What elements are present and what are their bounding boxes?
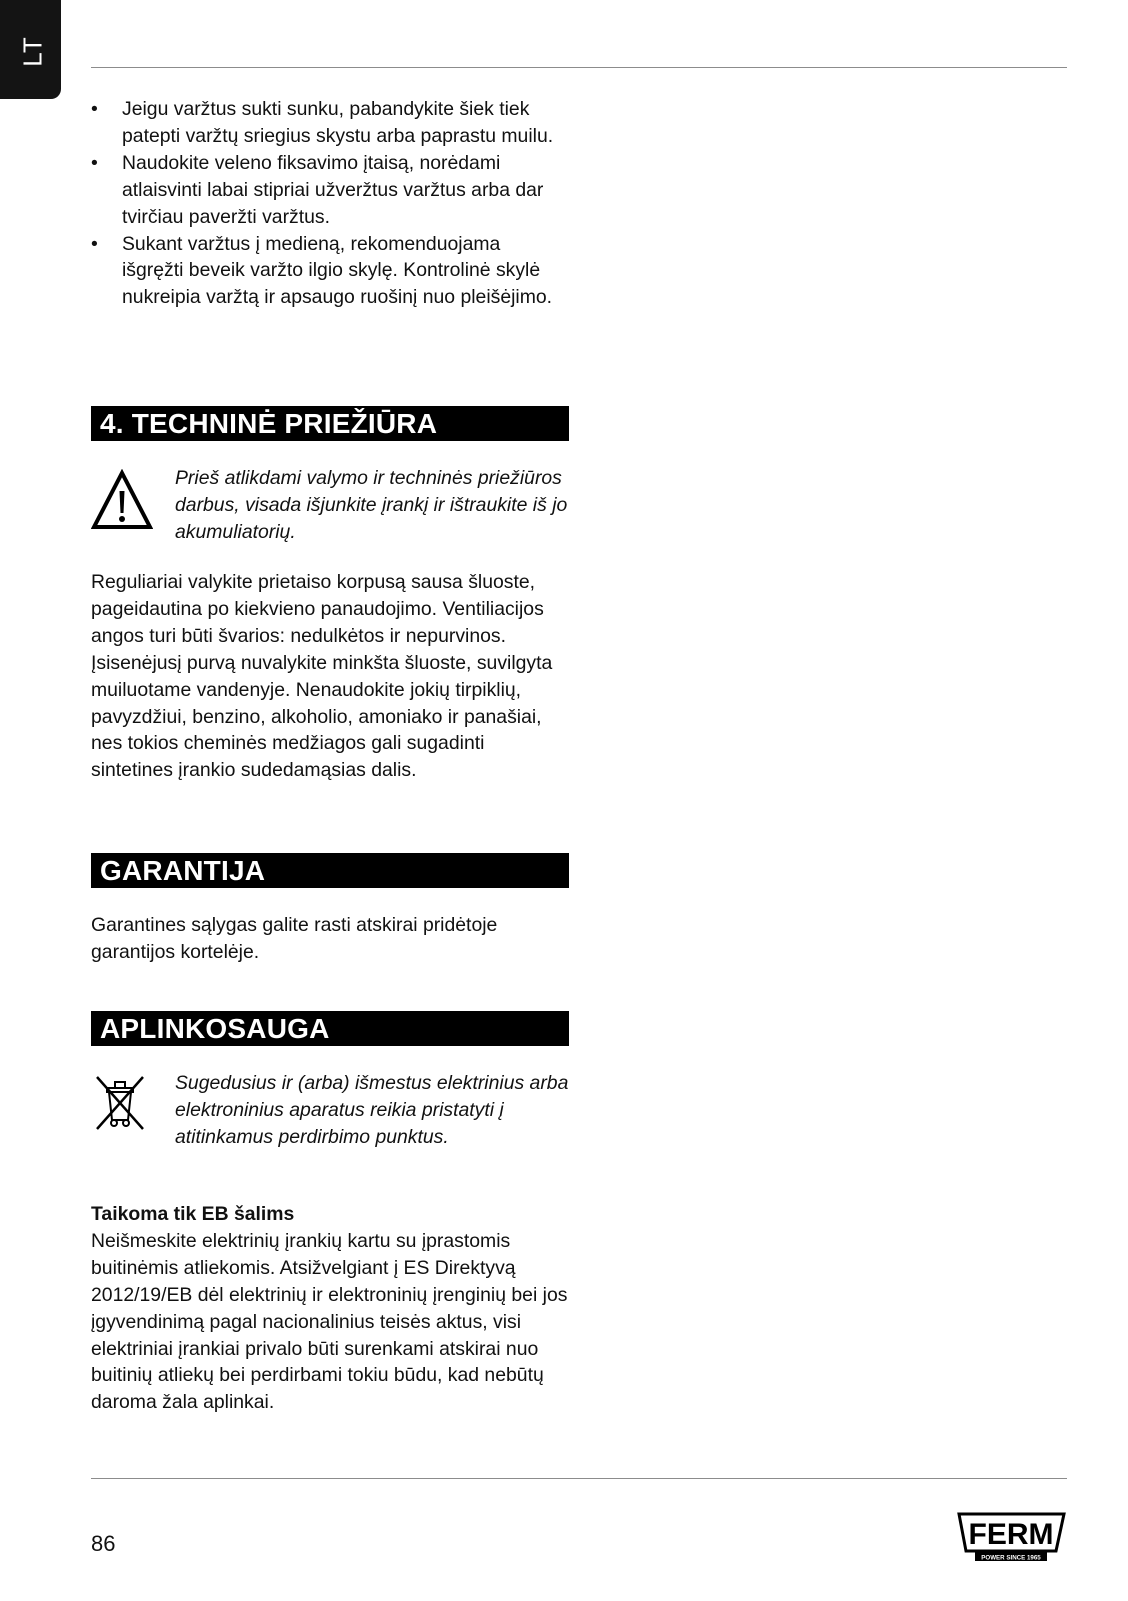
section-heading-warranty: GARANTIJA — [91, 853, 569, 888]
language-tab-label: LT — [17, 36, 48, 67]
tips-list-container — [91, 96, 561, 311]
maintenance-paragraph: Reguliariai valykite prietaiso korpusą sausa šluoste, pageidautina po kiekvieno panaudojimo. Ventiliacijos angos turi būti švarios: nedulkėtos ir nepurvinos. Įsisenėjusį purvą nuvalykite minkšta šluoste, suvilgyta muiluotame vandenyje. Nenaudokite jokių tirpiklių, pavyzdžiui, benzino, alkoholio, amoniako ir panašiai, nes tokios cheminės medžiagos gali sugadinti sintetines įrankio sudedamąsias dalis. — [91, 571, 553, 782]
maintenance-body — [91, 569, 561, 784]
warning-triangle-icon — [91, 469, 153, 531]
page-number: 86 — [91, 1531, 116, 1556]
crossed-out-bin-icon — [93, 1074, 147, 1132]
footer-divider — [91, 1478, 1067, 1479]
environment-note: Sugedusius ir (arba) išmestus elektrinius arba elektroninius aparatus reikia pristatyti į atitinkamus perdirbimo punktus. — [175, 1072, 569, 1148]
section-heading-maintenance: 4. TECHNINĖ PRIEŽIŪRA — [91, 406, 569, 441]
ferm-logo — [955, 1511, 1068, 1563]
environment-body — [91, 1201, 591, 1416]
warranty-body — [91, 912, 551, 966]
list-item: • Jeigu varžtus sukti sunku, pabandykite šiek tiek patepti varžtų sriegius skystu arba paprastu muilu. — [91, 96, 561, 150]
section-heading-environment: APLINKOSAUGA — [91, 1011, 569, 1046]
tips-list — [91, 96, 561, 311]
maintenance-warning-text: Prieš atlikdami valymo ir techninės priežiūros darbus, visada išjunkite įrankį ir ištraukite iš jo akumuliatorių. — [175, 467, 568, 543]
list-item: • Naudokite veleno fiksavimo įtaisą, norėdami atlaisvinti labai stipriai užveržtus varžtus arba dar tvirčiau paveržti varžtus. — [91, 150, 561, 231]
ferm-logo-tagline: POWER SINCE 1965 — [981, 1554, 1041, 1562]
header-divider — [91, 67, 1067, 68]
ferm-logo-text: FERM — [968, 1518, 1054, 1551]
eu-subheading: Taikoma tik EB šalims — [91, 1203, 295, 1225]
warranty-paragraph: Garantines sąlygas galite rasti atskirai pridėtoje garantijos kortelėje. — [91, 914, 498, 963]
language-tab — [0, 0, 61, 99]
list-item: • Sukant varžtus į medieną, rekomenduojama išgręžti beveik varžto ilgio skylę. Kontrolinė skylė nukreipia varžtą ir apsaugo ruošinį nuo pleišėjimo. — [91, 231, 561, 312]
environment-paragraph: Neišmeskite elektrinių įrankių kartu su įprastomis buitinėmis atliekomis. Atsižvelgiant į ES Direktyvą 2012/19/EB dėl elektrinių ir elektroninių įrenginių bei jos įgyvendinimą pagal nacionalinius teisės aktus, visi elektriniai įrankiai privalo būti surenkami atskirai nuo buitinių atliekų bei perdirbami tokiu būdu, kad nebūtų daroma žala aplinkai. — [91, 1229, 568, 1414]
